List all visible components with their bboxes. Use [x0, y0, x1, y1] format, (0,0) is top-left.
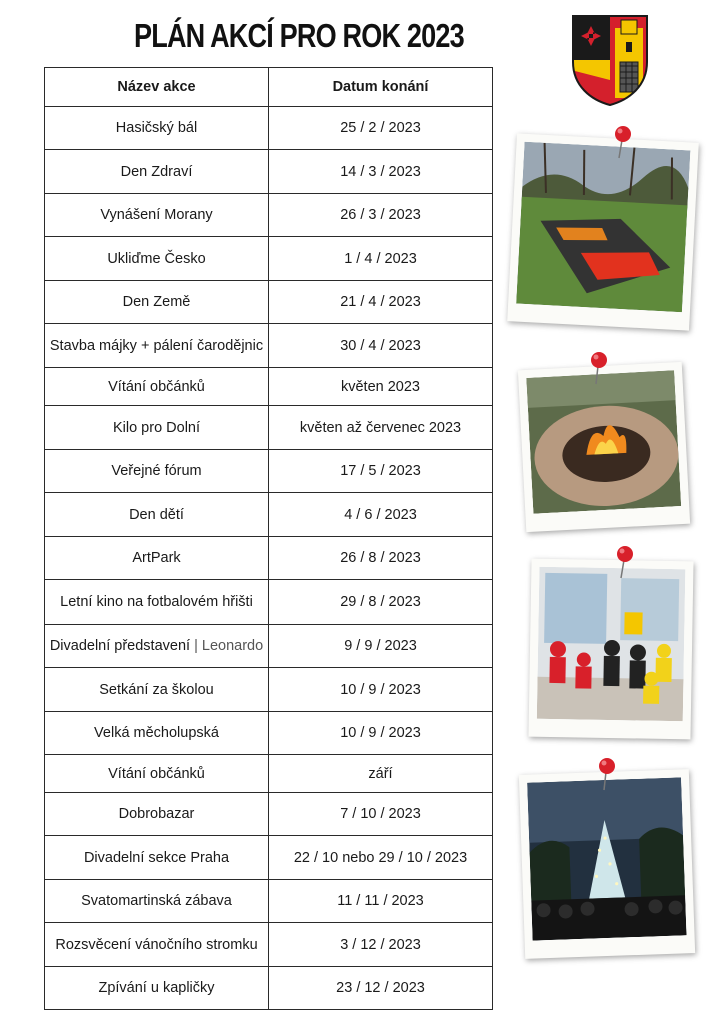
event-name: Velká měcholupská [94, 725, 219, 741]
event-date-cell: 10 / 9 / 2023 [269, 712, 493, 755]
event-name: Zpívání u kapličky [98, 980, 215, 996]
table-row [45, 324, 493, 368]
event-date-cell: 1 / 4 / 2023 [269, 237, 493, 281]
event-date-cell: 7 / 10 / 2023 [269, 793, 493, 836]
event-name: Kilo pro Dolní [112, 419, 201, 436]
table-row [45, 625, 493, 668]
event-name: Den dětí [129, 506, 184, 523]
event-name-cell [45, 368, 269, 406]
event-name-cell [45, 967, 269, 1010]
event-name: Rozsvěcení vánočního stromku [55, 936, 258, 953]
event-name-cell [45, 668, 269, 712]
event-name: Vítání občánků [108, 765, 205, 782]
event-name: Letní kino na fotbalovém hřišti [60, 594, 253, 610]
coat-of-arms [571, 14, 649, 106]
event-date-cell: 25 / 2 / 2023 [269, 107, 493, 150]
event-name-cell [45, 537, 269, 580]
table-row [45, 580, 493, 625]
event-date-cell: 9 / 9 / 2023 [269, 625, 493, 668]
table-row [45, 493, 493, 537]
table-row [45, 237, 493, 281]
event-name: Svatomartinská zábava [81, 893, 232, 909]
red-pushpin-icon [596, 756, 618, 792]
table-row [45, 793, 493, 836]
red-pushpin-icon [588, 350, 610, 386]
event-name-cell [45, 793, 269, 836]
event-name-cell [45, 324, 269, 368]
event-date-cell: 11 / 11 / 2023 [269, 880, 493, 923]
table-header-row [45, 68, 493, 107]
event-name: Setkání za školou [99, 681, 214, 698]
table-row [45, 281, 493, 324]
event-date-cell: 10 / 9 / 2023 [269, 668, 493, 712]
event-name: Divadelní sekce Praha [83, 849, 230, 866]
table-row [45, 406, 493, 450]
event-name-cell [45, 923, 269, 967]
event-name-cell [45, 281, 269, 324]
event-name-cell [45, 580, 269, 625]
table-row [45, 194, 493, 237]
event-name: ArtPark [132, 550, 181, 566]
table-row [45, 368, 493, 406]
event-name: Dobrobazar [118, 806, 195, 822]
table-row [45, 107, 493, 150]
event-date-cell: 3 / 12 / 2023 [269, 923, 493, 967]
event-date-cell: 26 / 8 / 2023 [269, 537, 493, 580]
event-date-cell: září [269, 755, 493, 793]
table-row [45, 836, 493, 880]
event-name-cell [45, 150, 269, 194]
events-table [44, 67, 493, 1010]
event-name-cell [45, 755, 269, 793]
fire-pit-photo [518, 362, 690, 532]
group-photo [528, 559, 693, 740]
table-row [45, 880, 493, 923]
christmas-tree-photo [519, 769, 695, 959]
column-header-date: Datum konání [269, 68, 493, 107]
event-name: Divadelní představení [49, 638, 191, 654]
table-row [45, 668, 493, 712]
event-name: Veřejné fórum [111, 463, 202, 479]
event-name-cell [45, 107, 269, 150]
table-row [45, 450, 493, 493]
event-date-cell: 21 / 4 / 2023 [269, 281, 493, 324]
table-row [45, 755, 493, 793]
event-date-cell: 23 / 12 / 2023 [269, 967, 493, 1010]
event-name: Vítání občánků [108, 378, 205, 395]
event-name-cell [45, 880, 269, 923]
table-row [45, 923, 493, 967]
table-row [45, 712, 493, 755]
event-date-cell: 29 / 8 / 2023 [269, 580, 493, 625]
event-name: Den Země [122, 294, 191, 310]
event-date-cell: 14 / 3 / 2023 [269, 150, 493, 194]
event-date-cell: 30 / 4 / 2023 [269, 324, 493, 368]
table-row [45, 967, 493, 1010]
event-name-cell [45, 237, 269, 281]
event-date-cell: květen 2023 [269, 368, 493, 406]
event-date-cell: 22 / 10 nebo 29 / 10 / 2023 [269, 836, 493, 880]
event-date-cell: 26 / 3 / 2023 [269, 194, 493, 237]
event-name: Den Zdraví [120, 163, 193, 180]
event-date-cell: 17 / 5 / 2023 [269, 450, 493, 493]
event-name-cell [45, 194, 269, 237]
event-name-cell [45, 450, 269, 493]
event-date-cell: 4 / 6 / 2023 [269, 493, 493, 537]
event-name: Hasičský bál [115, 120, 198, 136]
event-name-cell [45, 712, 269, 755]
page-title: PLÁN AKCÍ PRO ROK 2023 [134, 17, 464, 54]
event-name-cell [45, 625, 269, 668]
event-name-cell [45, 836, 269, 880]
event-name-cell [45, 493, 269, 537]
event-name: Ukliďme Česko [107, 250, 206, 267]
event-date-cell: květen až červenec 2023 [269, 406, 493, 450]
column-header-name: Název akce [45, 68, 269, 107]
table-row [45, 150, 493, 194]
event-name: Vynášení Morany [100, 207, 213, 223]
trampoline-park-photo [507, 133, 699, 330]
red-pushpin-icon [612, 124, 634, 160]
table-row [45, 537, 493, 580]
event-name-cell [45, 406, 269, 450]
event-name: Stavba májky + pálení čarodějnic [49, 337, 264, 354]
red-pushpin-icon [614, 544, 636, 580]
event-name-suffix: | Leonardo [194, 638, 264, 654]
